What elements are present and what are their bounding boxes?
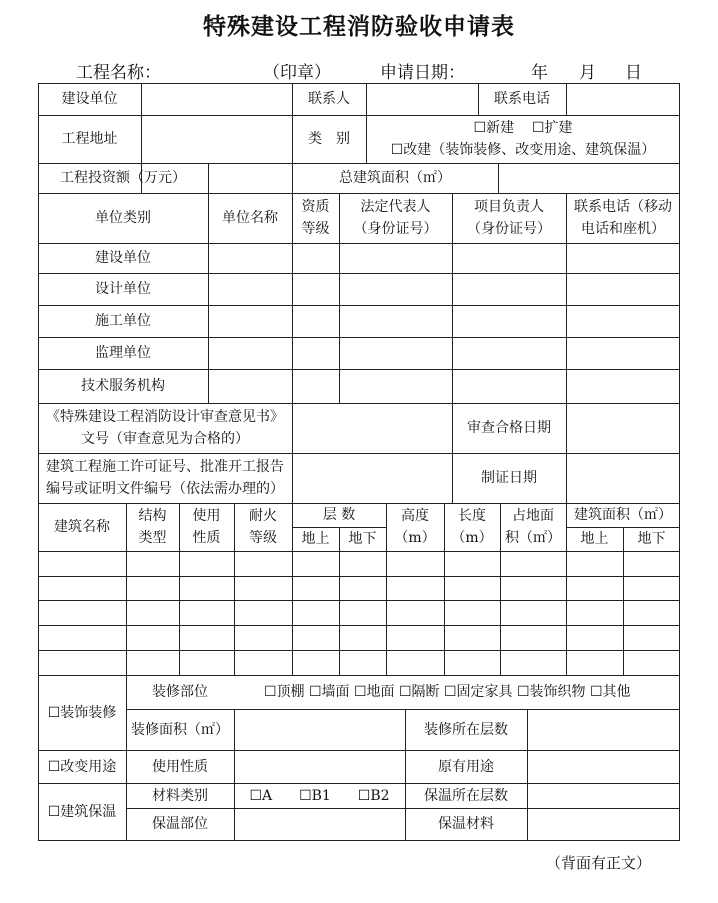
unit-type-header: 单位类别 <box>95 210 151 226</box>
review-pass-date-label: 审查合格日期 <box>467 420 551 436</box>
height-header <box>386 503 444 551</box>
building-area-header: 建筑面积（㎡） <box>574 507 672 523</box>
use-nature-field[interactable] <box>234 750 405 783</box>
legal-rep-header-line2: （身份证号） <box>353 221 438 237</box>
area-above-header: 地上 <box>580 531 609 547</box>
legal-rep-header-line1: 法定代表人 <box>360 199 431 215</box>
back-side-note: （背面有正文） <box>546 854 652 872</box>
length-line1: 长度 <box>458 508 486 524</box>
floors-above-header: 地上 <box>301 531 330 547</box>
building-name-header: 建筑名称 <box>54 519 110 535</box>
qualification-header-line1: 资质 <box>301 199 330 215</box>
fire-rating-line1: 耐火 <box>249 508 277 524</box>
issue-date-field[interactable] <box>566 453 680 503</box>
month-label: 月 <box>579 63 596 83</box>
unit-row-label: 技术服务机构 <box>81 378 165 394</box>
build-unit-label: 建设单位 <box>61 91 118 107</box>
unit-name-header: 单位名称 <box>222 210 278 226</box>
length-line2: （m） <box>451 530 493 546</box>
project-manager-header <box>452 193 566 243</box>
project-name-label: 工程名称： <box>76 63 161 83</box>
review-doc-label <box>38 403 292 453</box>
unit-row-label: 设计单位 <box>95 281 151 297</box>
new-build-checkbox[interactable]: ☐新建 <box>473 120 515 136</box>
qualification-header-line2: 等级 <box>301 221 330 237</box>
category-label: 类 别 <box>308 131 350 147</box>
application-form-table <box>38 83 680 841</box>
decoration-floor-field[interactable] <box>527 709 680 750</box>
day-label: 日 <box>625 63 642 83</box>
project-manager-header-line2: （身份证号） <box>467 221 551 237</box>
address-label: 工程地址 <box>61 131 118 147</box>
phone-label: 联系电话 <box>494 91 550 107</box>
row-line <box>38 600 680 601</box>
area-below-header: 地下 <box>637 531 666 547</box>
footprint-header <box>500 503 566 551</box>
seal-label: （印章） <box>263 63 331 83</box>
review-doc-line2: 文号（审查意见为合格的） <box>81 431 249 447</box>
investment-field[interactable] <box>208 163 292 193</box>
structure-type-line2: 类型 <box>138 530 167 546</box>
category-options <box>366 115 680 163</box>
row-line <box>38 625 680 626</box>
row-line <box>38 650 680 651</box>
apply-date-label: 申请日期： <box>380 63 465 83</box>
project-manager-header-line1: 项目负责人 <box>474 199 544 215</box>
rebuild-checkbox[interactable]: ☐改建（装饰装修、改变用途、建筑保温） <box>390 142 656 158</box>
use-nature-line2: 性质 <box>192 530 221 546</box>
review-pass-date-field[interactable] <box>566 403 680 453</box>
decoration-part-label: 装修部位 <box>152 684 208 700</box>
insulation-part-label: 保温部位 <box>152 816 208 832</box>
unit-row-label: 监理单位 <box>95 345 151 361</box>
footprint-line2: 积（㎡） <box>505 530 561 546</box>
insulation-floor-field[interactable] <box>527 783 680 808</box>
material-b2-checkbox[interactable]: ☐B2 <box>357 787 390 804</box>
unit-phone-header <box>566 193 680 243</box>
review-doc-line1: 《特殊建设工程消防设计审查意见书》 <box>46 409 284 425</box>
permit-line2: 编号或证明文件编号（依法需办理的） <box>46 481 284 497</box>
decoration-part-options[interactable]: ☐顶棚 ☐墙面 ☐地面 ☐隔断 ☐固定家具 ☐装饰织物 ☐其他 <box>264 684 631 700</box>
decoration-area-label: 装修面积（㎡） <box>131 721 229 738</box>
floors-header: 层 数 <box>322 507 356 523</box>
issue-date-label: 制证日期 <box>481 470 537 486</box>
unit-row-label: 建设单位 <box>95 250 151 266</box>
use-nature-label: 使用性质 <box>152 758 208 775</box>
unit-row-label: 施工单位 <box>95 313 151 329</box>
height-line1: 高度 <box>401 508 429 524</box>
decoration-floor-label: 装修所在层数 <box>424 721 508 738</box>
material-type-options <box>234 783 405 808</box>
insulation-checkbox[interactable]: ☐建筑保温 <box>47 803 117 820</box>
investment-label: 工程投资额（万元） <box>60 170 186 186</box>
floors-below-header: 地下 <box>348 531 377 547</box>
unit-phone-header-line2: 电话和座机） <box>581 221 665 237</box>
review-doc-field[interactable] <box>292 403 452 453</box>
row-line <box>38 576 680 577</box>
use-nature-line1: 使用 <box>192 508 221 524</box>
height-line2: （m） <box>394 530 436 546</box>
original-use-label: 原有用途 <box>438 758 494 775</box>
legal-rep-header <box>339 193 452 243</box>
year-label: 年 <box>531 63 548 83</box>
change-use-checkbox[interactable]: ☐改变用途 <box>47 758 117 775</box>
total-area-label: 总建筑面积（㎡） <box>339 170 451 186</box>
fire-rating-line2: 等级 <box>249 530 277 546</box>
form-title: 特殊建设工程消防验收申请表 <box>203 13 515 40</box>
address-field[interactable] <box>141 115 292 163</box>
permit-field[interactable] <box>292 453 452 503</box>
material-a-checkbox[interactable]: ☐A <box>249 787 273 804</box>
contact-field[interactable] <box>366 83 478 115</box>
table-border-bottom <box>38 840 680 841</box>
decoration-area-field[interactable] <box>234 709 405 750</box>
unit-phone-header-line1: 联系电话（移动 <box>574 199 672 215</box>
phone-field[interactable] <box>566 83 680 115</box>
footprint-line1: 占地面 <box>512 508 554 524</box>
total-area-field[interactable] <box>498 163 680 193</box>
use-nature-header <box>179 503 234 551</box>
length-header <box>444 503 500 551</box>
insulation-part-field[interactable] <box>234 808 405 840</box>
permit-label <box>38 453 292 503</box>
qualification-header <box>292 193 339 243</box>
insulation-floor-label: 保温所在层数 <box>424 787 508 804</box>
original-use-field[interactable] <box>527 750 680 783</box>
insulation-material-field[interactable] <box>527 808 680 840</box>
material-type-label: 材料类别 <box>152 787 208 804</box>
insulation-material-label: 保温材料 <box>438 816 494 832</box>
decoration-checkbox[interactable]: ☐装饰装修 <box>47 704 117 721</box>
fire-rating-header <box>234 503 292 551</box>
structure-type-header <box>126 503 179 551</box>
structure-type-line1: 结构 <box>138 508 167 524</box>
material-b1-checkbox[interactable]: ☐B1 <box>299 787 331 804</box>
build-unit-field[interactable] <box>141 83 292 115</box>
expand-checkbox[interactable]: ☐扩建 <box>531 120 573 136</box>
permit-line1: 建筑工程施工许可证号、批准开工报告 <box>46 459 284 475</box>
row-line <box>38 551 680 552</box>
contact-label: 联系人 <box>308 91 350 107</box>
